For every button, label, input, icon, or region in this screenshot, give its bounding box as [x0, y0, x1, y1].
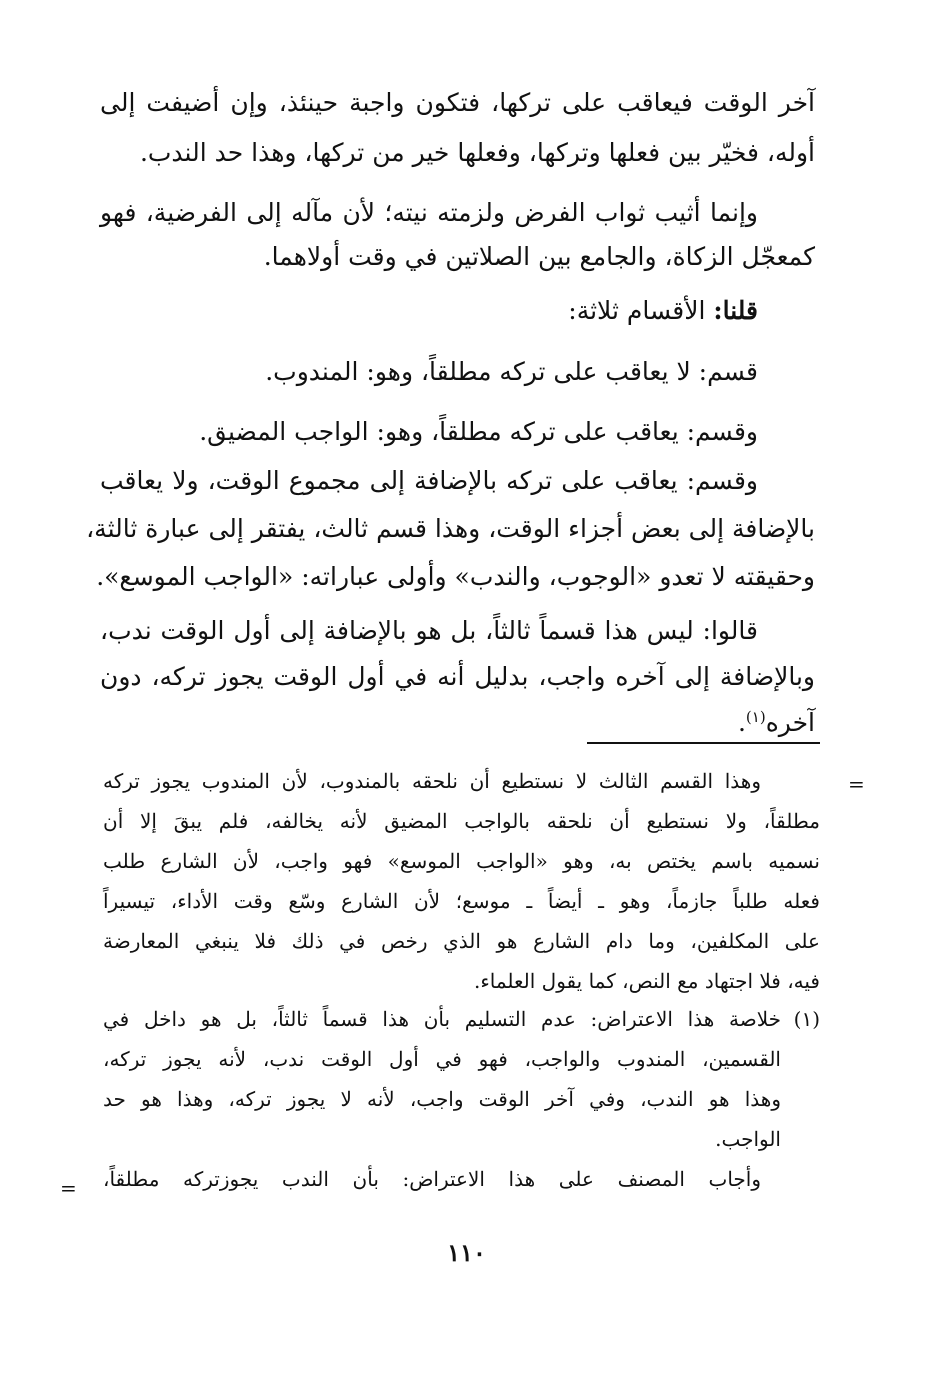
page-number: ١١٠ — [447, 1238, 486, 1267]
footnote-continuation-mark: = — [848, 772, 865, 796]
footnote-cont-line-1: وهذا القسم الثالث لا نستطيع أن نلحقه بالمندوب، لأن المندوب يجوز تركه — [103, 769, 761, 793]
main-line-3: وإنما أثيب ثواب الفرض ولزمته نيته؛ لأن مآله إلى الفرضية، فهو — [100, 198, 758, 227]
main-line-2: أوله، فخيّر بين فعلها وتركها، وفعلها خير من تركها، وهذا حد الندب. — [139, 138, 815, 167]
main-line-13 — [738, 700, 815, 740]
footnote-end-mark: = — [60, 1176, 77, 1200]
main-line-9: بالإضافة إلى بعض أجزاء الوقت، وهذا قسم ثالث، يفتقر إلى عبارة ثالثة، — [86, 514, 815, 543]
main-line-4: كمعجّل الزكاة، والجامع بين الصلاتين في وقت أولاهما. — [263, 242, 815, 271]
main-line-8: وقسم: يعاقب على تركه بالإضافة إلى مجموع الوقت، ولا يعاقب — [100, 466, 758, 495]
main-line-13-text: آخره — [765, 708, 815, 737]
main-line-7: وقسم: يعاقب على تركه مطلقاً، وهو: الواجب المضيق. — [199, 417, 758, 446]
footnote-ref-1[interactable]: (١) — [745, 708, 766, 726]
footnote-cont-line-6: فيه، فلا اجتهاد مع النص، كما يقول العلماء. — [473, 969, 820, 993]
main-line-1: آخر الوقت فيعاقب على تركها، فتكون واجبة حينئذ، وإن أضيفت إلى — [100, 88, 815, 117]
footnote-1-line-3: وهذا هو الندب، وفي آخر الوقت واجب، لأنه لا يجوز تركه، وهذا هو حد — [103, 1087, 781, 1111]
main-line-11: قالوا: ليس هذا قسماً ثالثاً، بل هو بالإضافة إلى أول الوقت ندب، — [100, 616, 758, 645]
qulna-label: قلنا: — [713, 296, 758, 325]
footnote-1-label: (١) — [793, 1007, 820, 1031]
main-line-10: وحقيقته لا تعدو «الوجوب، والندب» وأولى عباراته: «الواجب الموسع». — [96, 562, 815, 591]
footnote-cont-line-4: فعله طلباً جازماً، وهو ـ أيضاً ـ موسع؛ لأن الشارع وسّع وقت الأداء، تيسيراً — [103, 889, 820, 913]
footnote-1-line-1: خلاصة هذا الاعتراض: عدم التسليم بأن هذا قسماً ثالثاً، بل هو داخل في — [103, 1007, 781, 1031]
footnote-1-line-5: وأجاب المصنف على هذا الاعتراض: بأن الندب يجوزتركه مطلقاً، — [103, 1167, 761, 1191]
main-line-13-end: . — [737, 708, 746, 737]
main-line-12: وبالإضافة إلى آخره واجب، بدليل أنه في أول الوقت يجوز تركه، دون — [100, 662, 815, 691]
footnote-cont-line-5: على المكلفين، وما دام الشارع هو الذي رخص في ذلك فلا ينبغي المعارضة — [103, 929, 820, 953]
main-line-5-rest: الأقسام ثلاثة: — [568, 296, 714, 325]
footnote-cont-line-2: مطلقاً، ولا نستطيع أن نلحقه بالواجب المضيق لأنه يخالفه، فلم يبقَ إلا أن — [103, 809, 820, 833]
footnote-1-line-2: القسمين، المندوب والواجب، فهو في أول الوقت ندب، لأنه يجوز تركه، — [103, 1047, 781, 1071]
footnote-separator — [587, 742, 820, 744]
main-line-5 — [568, 294, 758, 334]
footnote-cont-line-3: نسميه باسم يختص به، وهو «الواجب الموسع» فهو واجب، لأن الشارع طلب — [103, 849, 820, 873]
footnote-1-line-4: الواجب. — [715, 1127, 781, 1151]
main-line-6: قسم: لا يعاقب على تركه مطلقاً، وهو: المندوب. — [265, 357, 758, 386]
